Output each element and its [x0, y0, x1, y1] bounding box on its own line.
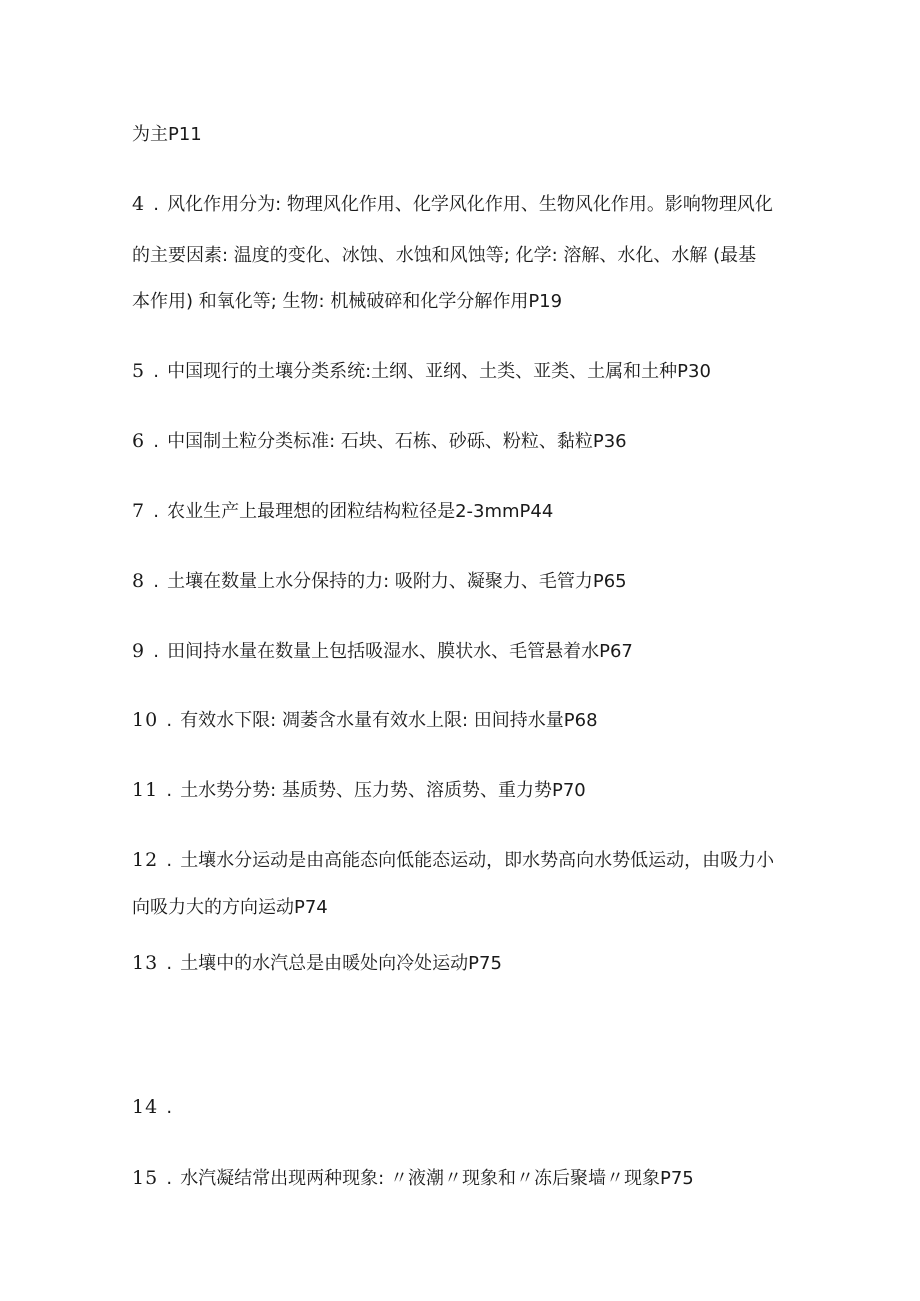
item-text: 农业生产上最理想的团粒结构粒径是2-3mmP44: [167, 501, 554, 522]
list-item-5: [132, 354, 800, 389]
list-item-4: [132, 187, 800, 222]
item-dot: .: [166, 1168, 173, 1189]
item-dot: .: [166, 1097, 173, 1118]
item-text: 向吸力大的方向运动P74: [132, 897, 328, 918]
list-item-4-line-3: [132, 284, 800, 319]
item-dot: .: [166, 710, 173, 731]
list-item-4-line-2: [132, 238, 800, 273]
item-dot: .: [153, 431, 159, 452]
item-text: 为主P11: [132, 124, 202, 145]
item-dot: .: [166, 953, 173, 974]
item-number: 13: [132, 952, 159, 974]
list-item-13: [132, 946, 800, 981]
item-text: 土壤中的水汽总是由暖处向冷处运动P75: [180, 953, 502, 974]
item-text: 中国现行的土壤分类系统:土纲、亚纲、土类、亚类、土属和土种P30: [167, 361, 711, 382]
item-number: 12: [132, 849, 159, 871]
item-text: 土水势分势: 基质势、压力势、溶质势、重力势P70: [180, 780, 586, 801]
list-item-14: [132, 1090, 800, 1125]
list-item-11: [132, 773, 800, 808]
item-number: 4: [132, 193, 146, 215]
item-dot: .: [153, 361, 159, 382]
item-text: 土壤水分运动是由高能态向低能态运动，即水势高向水势低运动，由吸力小: [180, 850, 775, 871]
item-text: 田间持水量在数量上包括吸湿水、膜状水、毛管悬着水P67: [167, 641, 633, 662]
list-item-15: [132, 1161, 800, 1196]
item-text: 的主要因素: 温度的变化、冰蚀、水蚀和风蚀等; 化学: 溶解、水化、水解 (最基: [132, 245, 757, 266]
item-number: 10: [132, 709, 159, 731]
item-dot: .: [153, 194, 159, 215]
item-number: 11: [132, 779, 159, 801]
list-item-6: [132, 424, 800, 459]
item-dot: .: [166, 780, 173, 801]
item-number: 8: [132, 570, 146, 592]
list-item-12-line-2: [132, 890, 800, 925]
item-dot: .: [153, 641, 159, 662]
item-text: 有效水下限: 凋萎含水量有效水上限: 田间持水量P68: [180, 710, 598, 731]
item-number: 9: [132, 640, 146, 662]
item-dot: .: [166, 850, 173, 871]
item-text: 风化作用分为: 物理风化作用、化学风化作用、生物风化作用。影响物理风化: [167, 194, 773, 215]
item-text: 中国制土粒分类标准: 石块、石栋、砂砾、粉粒、黏粒P36: [167, 431, 627, 452]
list-item-8: [132, 564, 800, 599]
item-number: 5: [132, 360, 146, 382]
list-item-continuation: [132, 117, 800, 152]
item-text: 本作用) 和氧化等; 生物: 机械破碎和化学分解作用P19: [132, 291, 563, 312]
item-text: 水汽凝结常出现两种现象: 〃液潮〃现象和〃冻后聚墙〃现象P75: [180, 1168, 694, 1189]
list-item-9: [132, 634, 800, 669]
item-dot: .: [153, 571, 159, 592]
list-item-10: [132, 703, 800, 738]
list-item-12: [132, 843, 800, 878]
item-number: 6: [132, 430, 146, 452]
item-text: 土壤在数量上水分保持的力: 吸附力、凝聚力、毛管力P65: [167, 571, 627, 592]
list-item-7: [132, 494, 800, 529]
item-dot: .: [153, 501, 159, 522]
item-number: 14: [132, 1096, 159, 1118]
item-number: 15: [132, 1167, 159, 1189]
item-number: 7: [132, 500, 146, 522]
